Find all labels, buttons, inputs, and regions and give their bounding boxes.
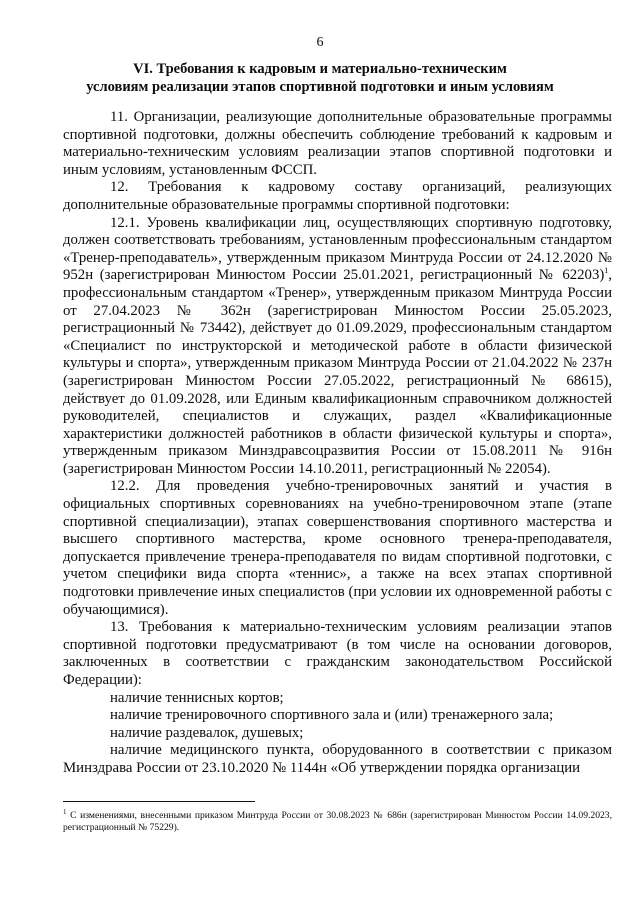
footnote-marker: 1 — [63, 808, 67, 816]
list-item-changing-rooms: наличие раздевалок, душевых; — [110, 724, 304, 741]
paragraph-12-1 — [63, 215, 612, 479]
heading-line-1: VI. Требования к кадровым и материально-техническим — [133, 61, 507, 77]
footnote-divider — [63, 801, 255, 802]
list-item-medical: наличие медицинского пункта, оборудованного в соответствии с приказом Минздрава России от 23.10.2020 № 1144н «Об утверждении порядка организации — [63, 742, 612, 776]
document-body — [63, 109, 612, 778]
footnote-text: С изменениями, внесенными приказом Минтруда России от 30.08.2023 № 686н (зарегистрирован Минюстом России 14.09.2023, регистрационный № 75229). — [63, 810, 612, 833]
section-heading — [40, 60, 600, 96]
heading-line-2: условиям реализации этапов спортивной подготовки и иным условиям — [86, 79, 554, 95]
list-item-gym: наличие тренировочного спортивного зала и (или) тренажерного зала; — [110, 707, 554, 724]
footnote — [63, 810, 612, 834]
paragraph-12-1-text-b: , профессиональным стандартом «Тренер», утвержденным приказом Минтруда России от 27.04.2023 № 362н (зарегистрирован Минюстом России 25.05.2023, регистрационный № 73442), действует до 01.09.2029, профессиональным стандартом «Специалист по инструкторской и методической работе в области физической культуры и спорта», утвержденным приказом Минтруда России от 21.04.2022 № 237н (зарегистрирован Минюстом России 27.05.2022, регистрационный № 68615), действует до 01.09.2028, или Единым квалификационным справочником должностей руководителей, специалистов и служащих, раздел «Квалификационные характеристики должностей работников в области физической культуры и спорта», утвержденным приказом Минздравсоцразвития России от 15.08.2011 № 916н (зарегистрирован Минюстом России 14.10.2011, регистрационный № 22054). — [63, 267, 612, 477]
paragraph-11: 11. Организации, реализующие дополнительные образовательные программы спортивной подготовки, должны обеспечить соблюдение требований к кадровым и материально-техническим условиям реализации этапов спортивной подготовки и иным условиям, установленным ФССП. — [63, 109, 612, 178]
paragraph-12-1-text-a: 12.1. Уровень квалификации лиц, осуществляющих спортивную подготовку, должен соответствовать требованиям, установленным профессиональным стандартом «Тренер-преподаватель», утвержденным приказом Минтруда России от 24.12.2020 № 952н (зарегистрирован Минюстом России 25.01.2021, регистрационный № 62203) — [63, 214, 612, 284]
paragraph-12-2: 12.2. Для проведения учебно-тренировочных занятий и участия в официальных спортивных соревнованиях на учебно-тренировочном этапе (этапе спортивной специализации), этапах совершенствования спортивного мастерства и высшего спортивного мастерства, кроме основного тренера-преподавателя, допускается привлечение тренера-преподавателя по видам спортивной подготовки, с учетом специфики вида спорта «теннис», а также на всех этапах спортивной подготовки привлечение иных специалистов (при условии их одновременной работы с обучающимися). — [63, 478, 612, 618]
paragraph-12: 12. Требования к кадровому составу организаций, реализующих дополнительные образовательные программы спортивной подготовки: — [63, 179, 612, 213]
list-item-courts: наличие теннисных кортов; — [110, 689, 284, 706]
paragraph-13: 13. Требования к материально-техническим условиям реализации этапов спортивной подготовки предусматривают (в том числе на основании договоров, заключенных в соответствии с гражданским законодательством Российской Федерации): — [63, 619, 612, 688]
page-number: 6 — [316, 35, 324, 50]
footnote-reference: 1 — [604, 266, 609, 276]
